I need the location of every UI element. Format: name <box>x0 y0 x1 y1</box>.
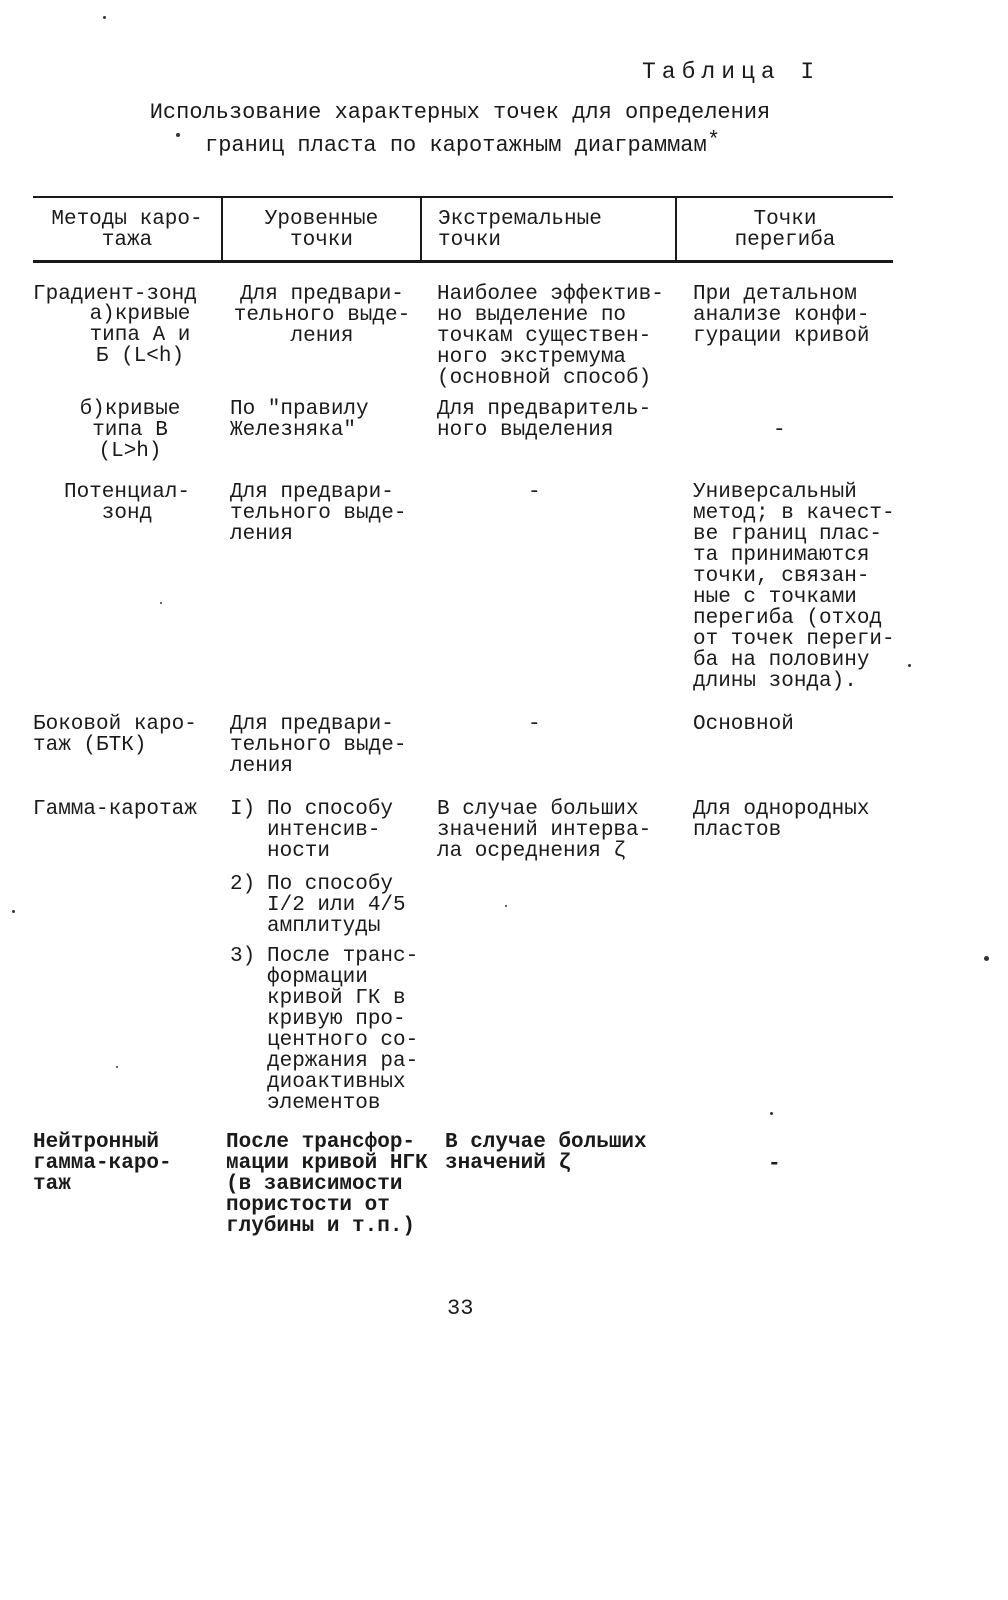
row-gamma-level-item-3-num: 3) <box>230 945 256 968</box>
table-header-rule <box>33 260 893 263</box>
table-title-line1: Использование характерных точек для определения <box>149 100 771 125</box>
row-gradient-a-level: Для предвари- тельного выде- ления <box>233 283 411 348</box>
row-lateral-inflection: Основной <box>693 713 794 736</box>
row-potential-level: Для предвари- тельного выде- ления <box>230 481 407 546</box>
footnote-mark: * <box>707 128 721 153</box>
row-potential-extreme: - <box>528 481 541 504</box>
row-lateral-extreme: - <box>528 713 541 736</box>
header-inflection-points: Точки перегиба <box>734 208 836 252</box>
table-title-line2: границ пласта по каротажным диаграммам <box>205 133 707 158</box>
row-gamma-inflection: Для однородных пластов <box>693 798 870 842</box>
row-gamma-level-item-2-num: 2) <box>230 873 256 896</box>
header-divider-2 <box>420 197 422 262</box>
row-neutron-method: Нейтронный гамма-каро- таж <box>33 1131 172 1196</box>
scan-speck <box>505 905 507 907</box>
row-gradient-a-extreme: Наиболее эффектив- но выделение по точкам существен- ного экстремума (основной способ) <box>437 283 664 390</box>
table-caption: Таблица I <box>642 59 821 85</box>
header-methods: Методы каро- тажа <box>51 208 203 252</box>
row-neutron-level: После трансфор- мации кривой НГК (в зависимости пористости от глубины и т.п.) <box>226 1131 428 1238</box>
header-extreme-points: Экстремальные точки <box>438 208 602 252</box>
scan-speck <box>908 664 911 667</box>
row-gamma-level-item-1-text: По способу интенсив- ности <box>267 798 394 863</box>
row-gamma-level-item-2-text: По способу I/2 или 4/5 амплитуды <box>267 873 406 938</box>
row-potential-method: Потенциал- зонд <box>63 481 191 525</box>
row-gradient-b-extreme: Для предваритель- ного выделения <box>437 398 652 442</box>
table-top-rule <box>33 196 893 198</box>
scan-speck <box>12 910 15 913</box>
row-gamma-method: Гамма-каротаж <box>33 798 197 821</box>
row-gamma-level-item-1-num: I) <box>230 798 256 821</box>
row-gradient-a-inflection: При детальном анализе конфи- гурации кривой <box>693 283 870 348</box>
scan-speck <box>770 1112 773 1115</box>
row-lateral-method: Боковой каро- таж (БТК) <box>33 713 197 757</box>
row-gamma-extreme: В случае больших значений интерва- ла осреднения ζ <box>437 798 652 863</box>
scan-speck <box>984 956 989 961</box>
row-gradient-b-method: б)кривые типа В (L>h) <box>79 398 181 463</box>
row-neutron-inflection: - <box>768 1153 781 1176</box>
row-gradient-method: Градиент-зонд <box>33 283 197 306</box>
row-gradient-a-method: а)кривые типа А и Б (L<h) <box>89 303 191 368</box>
scan-speck <box>116 1066 118 1068</box>
row-lateral-level: Для предвари- тельного выде- ления <box>230 713 407 778</box>
page-number: 33 <box>447 1296 474 1321</box>
row-potential-inflection: Универсальный метод; в качест- ве границ плас- та принимаются точки, связан- ные с точками перегиба (отход от точек переги- ба на половину длины зонда). <box>693 481 895 693</box>
bullet-speck <box>176 133 180 137</box>
row-gamma-level-item-3-text: После транс- формации кривой ГК в кривую про- центного со- держания ра- диоактивных элементов <box>267 945 419 1115</box>
scan-speck <box>103 16 106 19</box>
row-gradient-b-level: По "правилу Железняка" <box>230 398 369 442</box>
row-gradient-b-inflection: - <box>773 419 786 442</box>
scan-speck <box>160 602 162 604</box>
row-neutron-extreme: В случае больших значений ζ <box>445 1131 647 1175</box>
header-level-points: Уровенные точки <box>264 208 379 252</box>
